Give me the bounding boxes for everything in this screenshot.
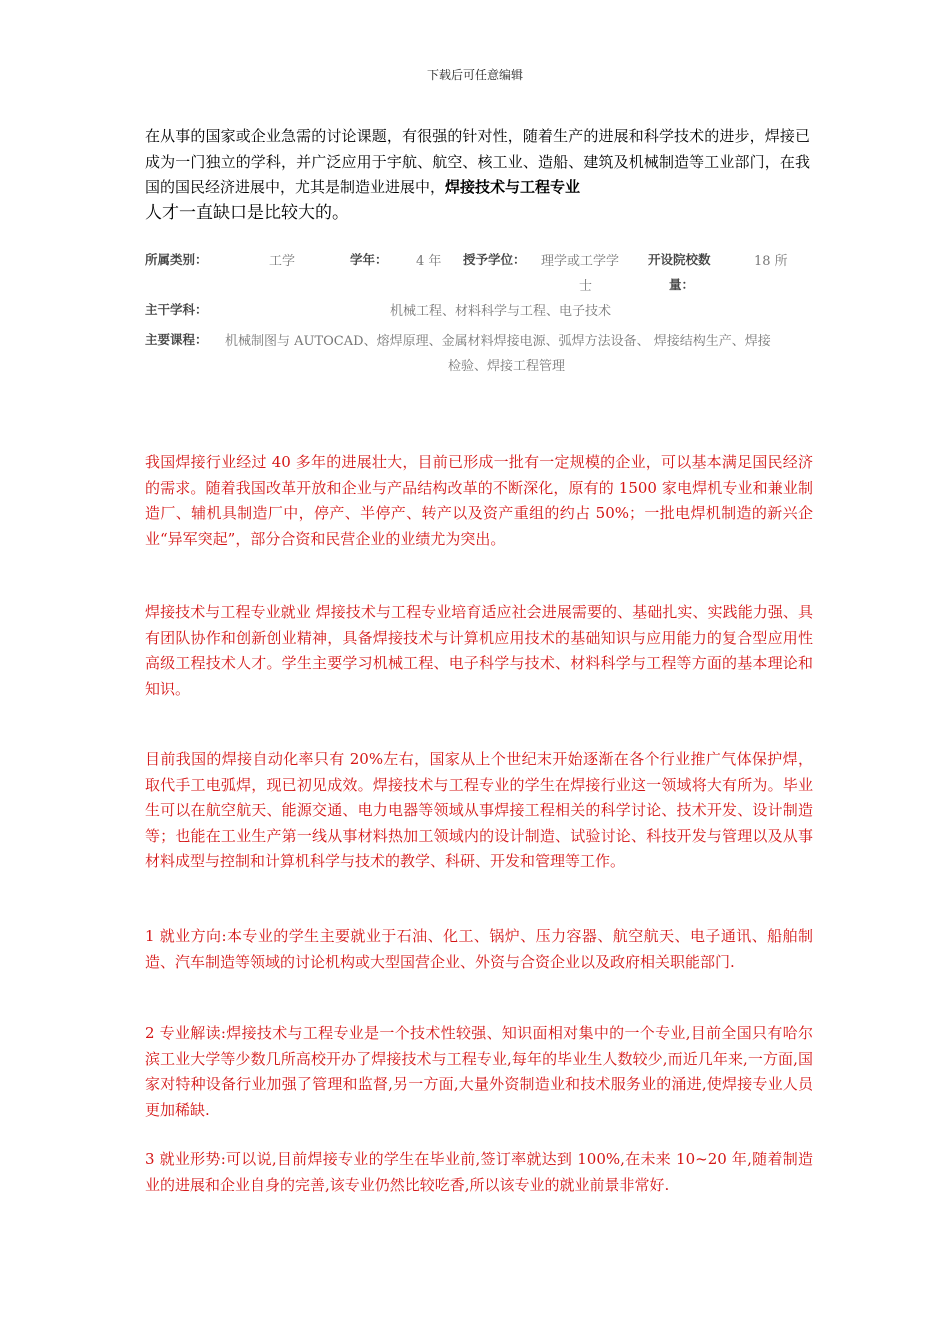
schools-value: 18 所 — [754, 254, 788, 269]
page-header: 下载后可任意编辑 — [426, 68, 523, 82]
schools-label-line1: 开设院校数 — [648, 252, 711, 267]
courses-line1: 机械制图与 AUTOCAD、熔焊原理、金属材料焊接电源、弧焊方法设备、 焊接结构生产、焊接 — [225, 334, 771, 349]
paragraph-industry: 我国焊接行业经过 40 多年的进展壮大，目前已形成一批有一定规模的企业，可以基本满足国民经济的需求。随着我国改革开放和企业与产品结构改革的不断深化，原有的 1500 家电焊机专业和兼业制造厂、辅机具制造厂中，停产、半停产、转产以及资产重组的约占 50%；一批电焊机制造的新兴企业“异军突起”，部分合资和民营企业的业绩尤为突出。 — [145, 453, 813, 548]
intro-paragraph — [145, 124, 810, 226]
paragraph-automation: 目前我国的焊接自动化率只有 20%左右，国家从上个世纪末开始逐渐在各个行业推广气体保护焊，取代手工电弧焊，现已初见成效。焊接技术与工程专业的学生在焊接行业这一领域将大有所为。毕业生可以在航空航天、能源交通、电力电器等领域从事焊接工程相关的科学讨论、技术开发、设计制造等；也能在工业生产第一线从事材料热加工领域内的设计制造、试验讨论、科技开发与管理以及从事材料成型与控制和计算机科学与技术的教学、科研、开发和管理等工作。 — [145, 750, 813, 870]
courses-label: 主要课程： — [145, 332, 208, 347]
category-value: 工学 — [269, 254, 296, 269]
courses-line2: 检验、焊接工程管理 — [448, 359, 566, 374]
major-info-block — [145, 248, 815, 378]
subject-value: 机械工程、材料科学与工程、电子技术 — [390, 304, 612, 319]
years-label: 学年： — [350, 252, 388, 267]
paragraph-interpretation: 2 专业解读:焊接技术与工程专业是一个技术性较强、知识面相对集中的一个专业,目前全国只有哈尔滨工业大学等少数几所高校开办了焊接技术与工程专业,每年的毕业生人数较少,而近几年来,一方面,国家对特种设备行业加强了管理和监督,另一方面,大量外资制造业和技术服务业的涌进,使焊接专业人员更加稀缺. — [145, 1024, 813, 1119]
paragraph-employment: 焊接技术与工程专业就业 焊接技术与工程专业培育适应社会进展需要的、基础扎实、实践能力强、具有团队协作和创新创业精神，具备焊接技术与计算机应用技术的基础知识与应用能力的复合型应用性高级工程技术人才。学生主要学习机械工程、电子科学与技术、材料科学与工程等方面的基本理论和知识。 — [145, 603, 813, 698]
intro-text: 在从事的国家或企业急需的讨论课题，有很强的针对性，随着生产的进展和科学技术的进步，焊接已成为一门独立的学科，并广泛应用于宇航、航空、核工业、造船、建筑及机械制造等工业部门，在我国的国民经济进展中，尤其是制造业进展中， — [145, 127, 810, 196]
subject-label: 主干学科： — [145, 302, 208, 317]
category-label: 所属类别： — [145, 252, 208, 267]
schools-label-line2: 量： — [669, 277, 695, 292]
intro-bold-text: 焊接技术与工程专业 — [445, 178, 581, 196]
degree-label: 授予学位： — [463, 252, 526, 267]
degree-value-line2: 士 — [579, 279, 593, 294]
paragraph-direction: 1 就业方向:本专业的学生主要就业于石油、化工、锅炉、压力容器、航空航天、电子通讯、船舶制造、汽车制造等领域的讨论机构或大型国营企业、外资与合资企业以及政府相关职能部门. — [145, 927, 813, 971]
degree-value-line1: 理学或工学学 — [541, 254, 620, 269]
paragraph-situation: 3 就业形势:可以说,目前焊接专业的学生在毕业前,签订率就达到 100%,在未来 10~20 年,随着制造业的进展和企业自身的完善,该专业仍然比较吃香,所以该专业的就业前景非常好. — [145, 1150, 813, 1194]
years-value: 4 年 — [416, 254, 442, 269]
intro-tail-text: 人才一直缺口是比较大的。 — [145, 202, 349, 223]
